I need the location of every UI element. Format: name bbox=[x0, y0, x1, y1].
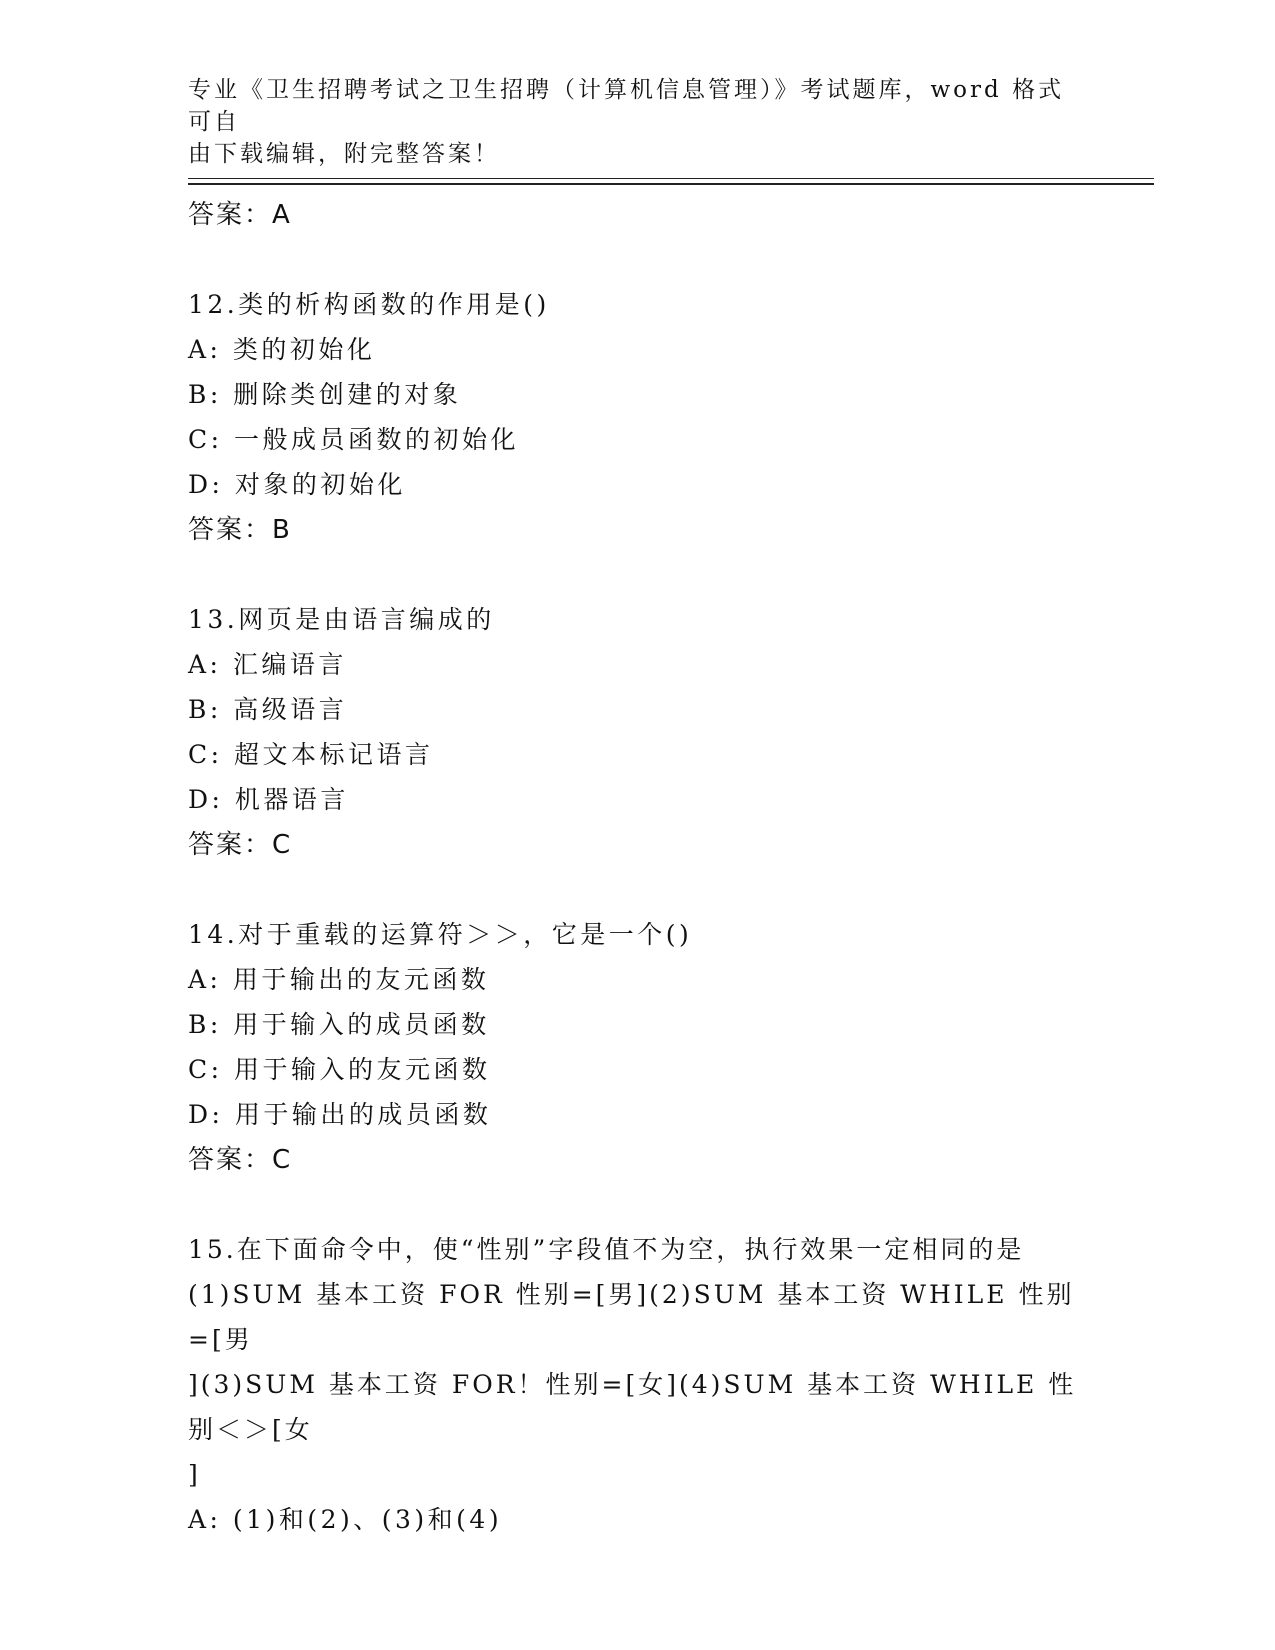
header-divider-thin bbox=[188, 178, 1154, 179]
option-a: A: 用于输出的友元函数 bbox=[188, 965, 490, 994]
option-a: A: (1)和(2)、(3)和(4) bbox=[188, 1505, 503, 1534]
option-d: D: 对象的初始化 bbox=[188, 470, 406, 499]
question-15 bbox=[188, 1227, 1088, 1542]
question-12 bbox=[188, 282, 1088, 553]
question-text-line-1: 15.在下面命令中，使“性别”字段值不为空，执行效果一定相同的是 bbox=[188, 1235, 1025, 1264]
header-divider-thick bbox=[188, 183, 1154, 185]
option-b: B: 删除类创建的对象 bbox=[188, 380, 462, 409]
question-text-line-2: (1)SUM 基本工资 FOR 性别=[男](2)SUM 基本工资 WHILE 性别=[男 bbox=[188, 1280, 1075, 1354]
question-text-line-3: ](3)SUM 基本工资 FOR！性别=[女](4)SUM 基本工资 WHILE 性别＜＞[女 bbox=[188, 1370, 1077, 1444]
option-b: B: 高级语言 bbox=[188, 695, 348, 724]
option-b: B: 用于输入的成员函数 bbox=[188, 1010, 490, 1039]
document-header bbox=[188, 74, 1088, 170]
question-text: 14.对于重载的运算符＞＞，它是一个() bbox=[188, 920, 693, 949]
option-d: D: 用于输出的成员函数 bbox=[188, 1100, 492, 1129]
question-14 bbox=[188, 912, 1088, 1183]
option-c: C: 用于输入的友元函数 bbox=[188, 1055, 491, 1084]
document-body bbox=[188, 188, 1088, 1542]
question-text: 12.类的析构函数的作用是() bbox=[188, 290, 550, 319]
option-d: D: 机器语言 bbox=[188, 785, 349, 814]
answer-line: 答案：A bbox=[188, 200, 292, 230]
answer-line: 答案：C bbox=[188, 1145, 293, 1175]
question-13 bbox=[188, 597, 1088, 868]
question-text: 13.网页是由语言编成的 bbox=[188, 605, 495, 634]
option-c: C: 超文本标记语言 bbox=[188, 740, 434, 769]
answer-line: 答案：C bbox=[188, 830, 293, 860]
header-line-2: 由下载编辑，附完整答案！ bbox=[188, 141, 500, 167]
answer-line: 答案：B bbox=[188, 515, 292, 545]
option-c: C: 一般成员函数的初始化 bbox=[188, 425, 519, 454]
option-a: A: 汇编语言 bbox=[188, 650, 347, 679]
question-text-line-4: ] bbox=[188, 1460, 201, 1489]
header-line-1: 专业《卫生招聘考试之卫生招聘（计算机信息管理）》考试题库，word 格式可自 bbox=[188, 77, 1065, 135]
option-a: A: 类的初始化 bbox=[188, 335, 376, 364]
